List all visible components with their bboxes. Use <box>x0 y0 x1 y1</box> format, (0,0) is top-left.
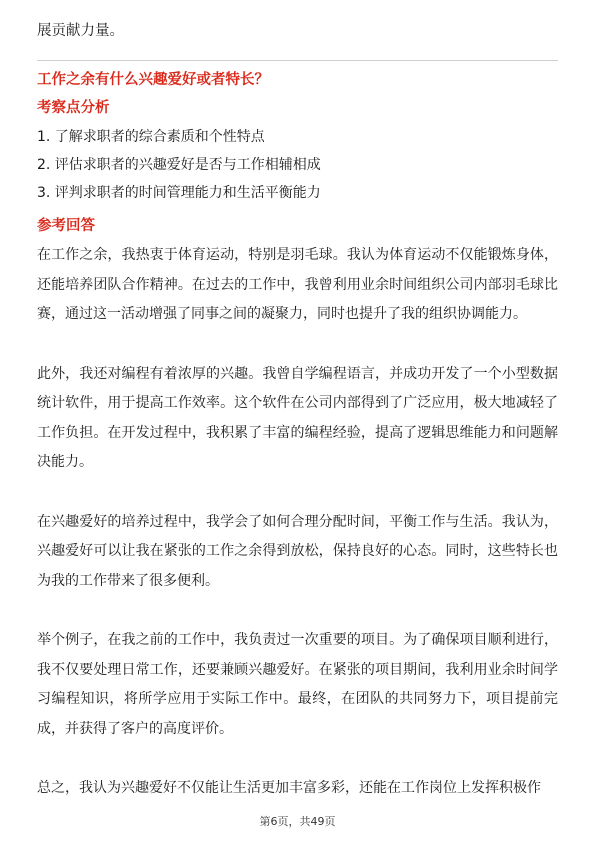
previous-answer-continuation: 展贡献力量。 <box>37 23 124 39</box>
answer-heading: 参考回答 <box>37 218 95 234</box>
answer-paragraph: 在兴趣爱好的培养过程中，我学会了如何合理分配时间，平衡工作与生活。我认为，兴趣爱好可以让我在紧张的工作之余得到放松，保持良好的心态。同时，这些特长也为我的工作带来了很多便利。 <box>37 513 558 589</box>
analysis-points-list <box>37 123 321 207</box>
analysis-point: 1. 了解求职者的综合素质和个性特点 <box>37 129 265 145</box>
answer-paragraph: 在工作之余，我热衷于体育运动，特别是羽毛球。我认为体育运动不仅能锻炼身体，还能培养团队合作精神。在过去的工作中，我曾利用业余时间组织公司内部羽毛球比赛，通过这一活动增强了同事之间的凝聚力，同时也提升了我的组织协调能力。 <box>37 247 558 322</box>
answer-paragraph: 此外，我还对编程有着浓厚的兴趣。我曾自学编程语言，并成功开发了一个小型数据统计软件，用于提高工作效率。这个软件在公司内部得到了广泛应用，极大地减轻了工作负担。在开发过程中，我积累了丰富的编程经验，提高了逻辑思维能力和问题解决能力。 <box>37 365 558 470</box>
answer-paragraph: 总之，我认为兴趣爱好不仅能让生活更加丰富多彩，还能在工作岗位上发挥积极作 <box>37 780 541 796</box>
page-number-footer: 第6页，共49页 <box>259 815 336 828</box>
question-title: 工作之余有什么兴趣爱好或者特长？ <box>37 72 269 88</box>
answer-paragraph: 举个例子，在我之前的工作中，我负责过一次重要的项目。为了确保项目顺利进行，我不仅要处理日常工作，还要兼顾兴趣爱好。在紧张的项目期间，我利用业余时间学习编程知识，将所学应用于实际工作中。最终，在团队的共同努力下，项目提前完成，并获得了客户的高度评价。 <box>37 632 558 737</box>
analysis-point: 3. 评判求职者的时间管理能力和生活平衡能力 <box>37 185 321 201</box>
analysis-point: 2. 评估求职者的兴趣爱好是否与工作相辅相成 <box>37 157 321 173</box>
analysis-heading: 考察点分析 <box>37 100 110 116</box>
section-divider <box>37 60 558 61</box>
answer-body <box>37 241 558 834</box>
